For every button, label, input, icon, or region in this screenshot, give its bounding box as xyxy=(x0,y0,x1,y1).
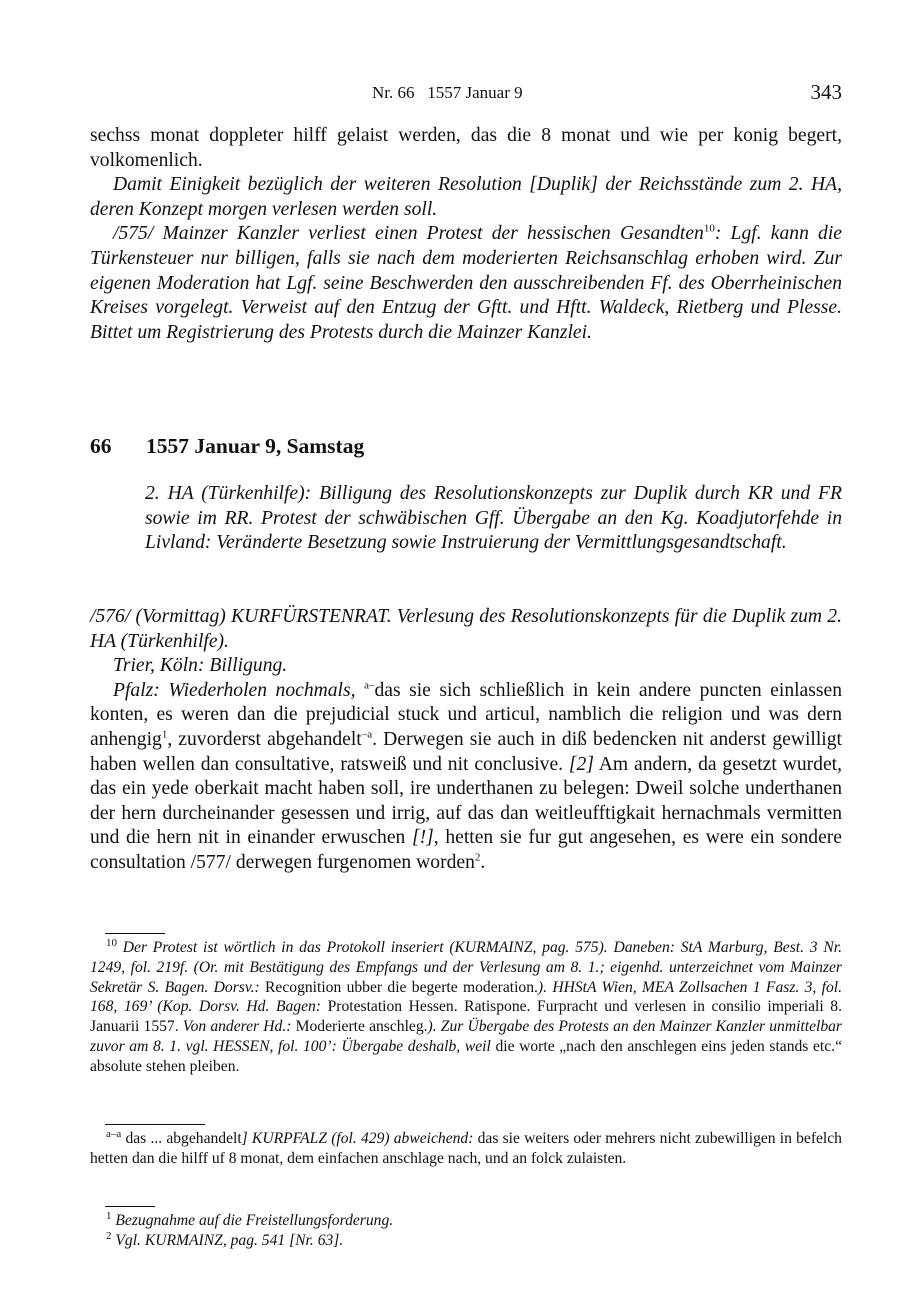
paragraph xyxy=(90,124,842,173)
text-run: das ... abgehandelt xyxy=(121,1130,242,1147)
running-title: Nr. 66 1557 Januar 9 xyxy=(372,83,523,102)
textual-footnotes xyxy=(90,1129,842,1169)
text-run: . Derwegen sie auch in diß bedencken nit anderst gewilligt haben wellen dan consultative, ratsweiß und nit conclusive. xyxy=(90,728,842,775)
page-number: 343 xyxy=(810,80,842,104)
footnote-marker: a– xyxy=(364,679,375,692)
footnote-marker: 10 xyxy=(703,222,715,235)
text-run: Vgl. KURMAINZ, pag. 541 [Nr. 63]. xyxy=(111,1231,344,1249)
numbered-footnotes xyxy=(90,938,842,1077)
text-run: das sie sich schließlich in kein andere puncten einlassen konten, es weren dan die prejudicial stuck und articul, namblich die religion und was dern anhengig xyxy=(90,679,842,750)
section-heading xyxy=(90,434,364,459)
text-run: . xyxy=(480,851,486,873)
text-run: Damit Einigkeit bezüglich der weiteren Resolution [Duplik] der Reichsstände zum 2. HA, deren Konzept morgen verlesen werden soll. xyxy=(90,174,842,220)
footnote-marker: 2 xyxy=(106,1229,112,1242)
text-run: das sie weiters oder mehrers nicht zubewilligen in befelch hetten dan die hilff uf 8 monat, dem einfachen anschlage nach, und an folck zulaisten. xyxy=(90,1130,842,1167)
text-run: Bezugnahme auf die Freistellungsforderung. xyxy=(111,1212,394,1229)
text-run: Moderierte anschleg. xyxy=(295,1018,428,1036)
source-footnotes xyxy=(90,1211,842,1251)
paragraph xyxy=(90,654,842,679)
paragraph xyxy=(90,173,842,222)
body-paragraphs xyxy=(90,605,842,876)
footnote-marker: a–a xyxy=(106,1127,122,1140)
text-run: Trier, Köln: Billigung. xyxy=(113,655,288,677)
text-run: Recognition ubber die begerte moderation. xyxy=(265,978,538,996)
paragraph xyxy=(90,1231,842,1251)
text-run: Von anderer Hd.: xyxy=(182,1018,296,1036)
footnote-marker: 2 xyxy=(474,851,481,864)
text-run: sechss monat doppleter hilff gelaist werden, das die 8 monat und wie per konig begert, volkomenlich. xyxy=(90,125,842,171)
text-run: [!] xyxy=(412,827,434,849)
footnote-marker: –a xyxy=(361,728,373,741)
section-title: 1557 Januar 9, Samstag xyxy=(146,434,365,458)
text-run: , zuvorderst abgehandelt xyxy=(167,728,362,750)
text-run: Protestation Hessen. Ratispone. Furpracht und verlesen in consilio imperiali 8. Januarii 1557. xyxy=(90,998,842,1036)
section-number: 66 xyxy=(90,434,112,458)
text-run: ). HHStA Wien, MEA Zollsachen 1 Fasz. 3, fol. 168, 169’ (Kop. Dorsv. Hd. Bagen: xyxy=(90,978,842,1016)
text-run: ] KURPFALZ (fol. 429) abweichend: xyxy=(241,1130,478,1147)
text-run: Der Protest ist wörtlich in das Protokoll inseriert (KURMAINZ, pag. 575). Daneben: StA Marburg, Best. 3 Nr. 1249, fol. 219f. (Or. mit Bestätigung des Empfangs und der Verlesung am 8. 1.; eigenhd. unterzeichnet vom Mainzer Sekretär S. Bagen. Dorsv.: xyxy=(90,939,842,996)
text-run: : Lgf. kann die Türkensteuer nur billigen, falls sie nach dem moderierten Reichsanschlag erhoben wird. Zur eigenen Moderation hat Lgf. seine Beschwerden den ausschreibenden Ff. des Oberrheinischen Kreises vorgelegt. Verweist auf den Entzug der Gftt. und Hftt. Waldeck, Rietberg und Plesse. Bittet um Registrierung des Protests durch die Mainzer Kanzlei. xyxy=(90,223,842,343)
text-run: , hetten sie fur gut angesehen, es were ein sondere consultation /577/ derwegen furgenomen worden xyxy=(90,827,842,873)
footnote-rule xyxy=(105,1206,155,1207)
footnote-rule xyxy=(105,1124,205,1125)
paragraph xyxy=(90,679,842,876)
paragraph xyxy=(90,605,842,654)
paragraph xyxy=(90,1211,842,1231)
paragraph xyxy=(90,222,842,345)
text-run: /575/ Mainzer Kanzler verliest einen Protest der hessischen Gesandten xyxy=(113,223,704,245)
text-run: Am andern, da gesetzt wurdet, das ein yede oberkait macht haben soll, ire underthanen zu belegen: Dweil solche underthanen der hern durcheinander gesessen und irrig, auf das dan weitleufftigkait hernachmals vermitten und die hern nit in einander erwuschen xyxy=(90,753,842,849)
text-run: Pfalz: Wiederholen nochmals, xyxy=(113,679,365,701)
section-summary xyxy=(145,482,842,556)
paragraph xyxy=(90,1129,842,1169)
text-run: ). Zur Übergabe des Protests an den Mainzer Kanzler unmittelbar zuvor am 8. 1. vgl. HESSEN, fol. 100’: Übergabe deshalb, weil xyxy=(90,1018,842,1055)
text-run: /576/ (Vormittag) KURFÜRSTENRAT. Verlesung des Resolutionskonzepts für die Duplik zum 2. HA (Türkenhilfe). xyxy=(90,606,842,652)
top-paragraphs xyxy=(90,124,842,345)
footnote-marker: 1 xyxy=(106,1209,112,1222)
footnote-rule xyxy=(105,933,165,934)
footnote-marker: 1 xyxy=(161,728,168,741)
footnote-marker: 10 xyxy=(106,936,117,949)
text-run: [2] xyxy=(568,753,594,775)
text-run: die worte „nach den anschlegen eins jeden stands etc.“ absolute stehen pleiben. xyxy=(90,1037,842,1075)
text-run: 2. HA (Türkenhilfe): Billigung des Resolutionskonzepts zur Duplik durch KR und FR sowie im RR. Protest der schwäbischen Gff. Übergabe an den Kg. Koadjutorfehde in Livland: Veränderte Besetzung sowie Instruierung der Vermittlungsgesandtschaft. xyxy=(145,483,842,554)
running-header xyxy=(0,80,900,108)
paragraph xyxy=(90,938,842,1077)
summary-text xyxy=(145,482,842,556)
